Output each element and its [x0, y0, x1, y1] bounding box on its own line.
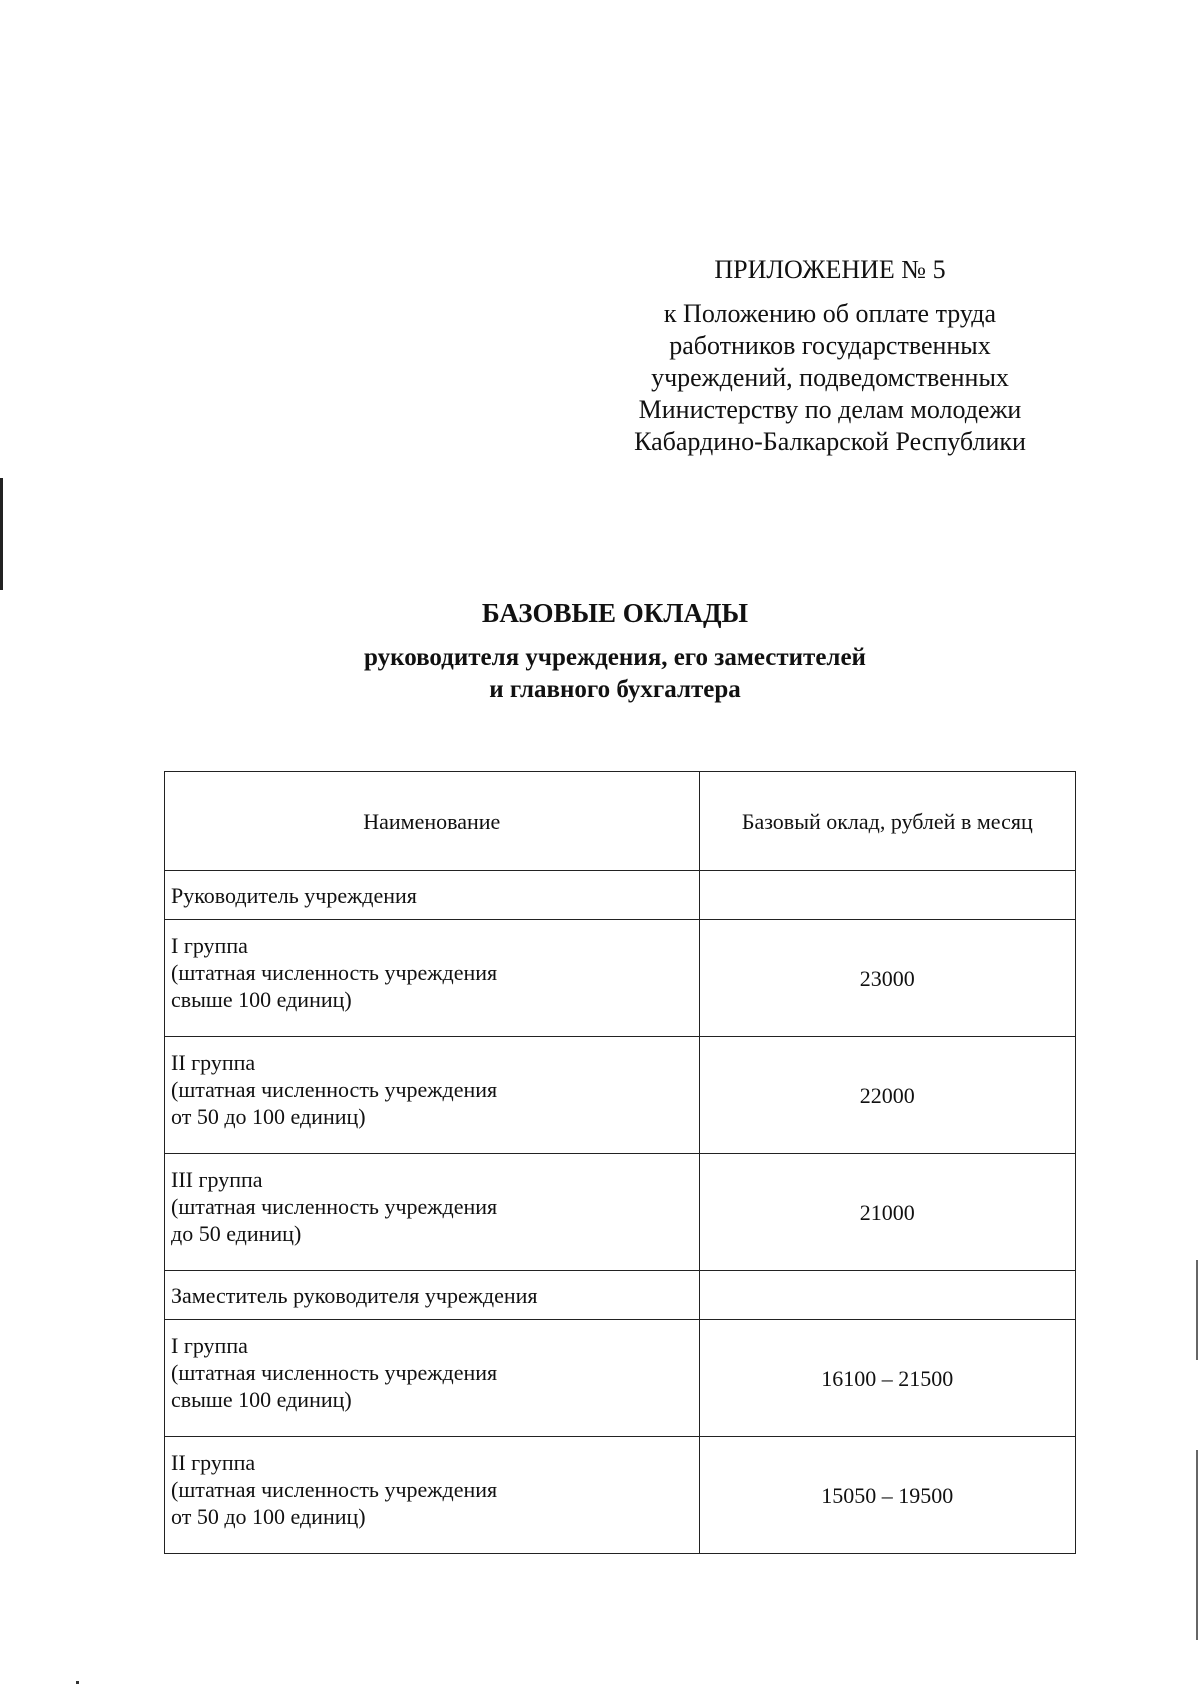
- empty-cell: [699, 1271, 1075, 1320]
- table-section-row: [165, 1271, 1076, 1320]
- row-name-line: I группа: [171, 933, 248, 958]
- row-name-cell: [165, 1154, 700, 1271]
- row-name-line: свыше 100 единиц): [171, 1387, 352, 1412]
- document-subtitle-line: руководителя учреждения, его заместителей: [364, 644, 866, 671]
- scan-edge-mark: [1196, 1450, 1198, 1640]
- salary-table: [164, 771, 1076, 1554]
- appendix-line: Министерству по делам молодежи: [638, 395, 1022, 424]
- table-row: [165, 1154, 1076, 1271]
- row-name-line: до 50 единиц): [171, 1221, 302, 1246]
- appendix-line: к Положению об оплате труда: [663, 299, 997, 328]
- document-title-block: [150, 596, 1080, 706]
- document-subtitle: [150, 642, 1080, 706]
- appendix-line: Кабардино-Балкарской Республики: [634, 427, 1026, 456]
- appendix-number: ПРИЛОЖЕНИЕ № 5: [714, 255, 946, 284]
- row-name-cell: [165, 920, 700, 1037]
- scan-edge-mark: [1196, 1260, 1198, 1360]
- table-section-row: [165, 871, 1076, 920]
- row-name-line: от 50 до 100 единиц): [171, 1504, 366, 1529]
- row-value-cell: 22000: [699, 1037, 1075, 1154]
- table-row: [165, 1437, 1076, 1554]
- empty-cell: [699, 871, 1075, 920]
- row-name-line: (штатная численность учреждения: [171, 1194, 498, 1219]
- row-value-cell: 15050 – 19500: [699, 1437, 1075, 1554]
- appendix-line: учреждений, подведомственных: [651, 363, 1009, 392]
- row-name-cell: [165, 1037, 700, 1154]
- row-name-line: свыше 100 единиц): [171, 987, 352, 1012]
- row-value-cell: 16100 – 21500: [699, 1320, 1075, 1437]
- row-name-line: I группа: [171, 1333, 248, 1358]
- row-name-line: (штатная численность учреждения: [171, 1477, 498, 1502]
- document-subtitle-line: и главного бухгалтера: [489, 676, 741, 703]
- document-title: БАЗОВЫЕ ОКЛАДЫ: [481, 598, 749, 628]
- scan-dot: [76, 1681, 79, 1684]
- row-value-cell: 21000: [699, 1154, 1075, 1271]
- table-header-row: [165, 772, 1076, 871]
- column-header-value: Базовый оклад, рублей в месяц: [699, 772, 1075, 871]
- row-name-cell: [165, 1320, 700, 1437]
- row-name-line: (штатная численность учреждения: [171, 960, 498, 985]
- scan-edge-mark: [0, 478, 3, 590]
- table-row: [165, 1320, 1076, 1437]
- section-label: Заместитель руководителя учреждения: [165, 1271, 700, 1320]
- table-row: [165, 1037, 1076, 1154]
- row-name-cell: [165, 1437, 700, 1554]
- appendix-block: [600, 254, 1060, 458]
- row-name-line: III группа: [171, 1167, 263, 1192]
- row-value-cell: 23000: [699, 920, 1075, 1037]
- row-name-line: II группа: [171, 1450, 256, 1475]
- row-name-line: (штатная численность учреждения: [171, 1360, 498, 1385]
- row-name-line: (штатная численность учреждения: [171, 1077, 498, 1102]
- appendix-line: работников государственных: [669, 331, 991, 360]
- row-name-line: II группа: [171, 1050, 256, 1075]
- section-label: Руководитель учреждения: [165, 871, 700, 920]
- column-header-name: Наименование: [165, 772, 700, 871]
- table-row: [165, 920, 1076, 1037]
- row-name-line: от 50 до 100 единиц): [171, 1104, 366, 1129]
